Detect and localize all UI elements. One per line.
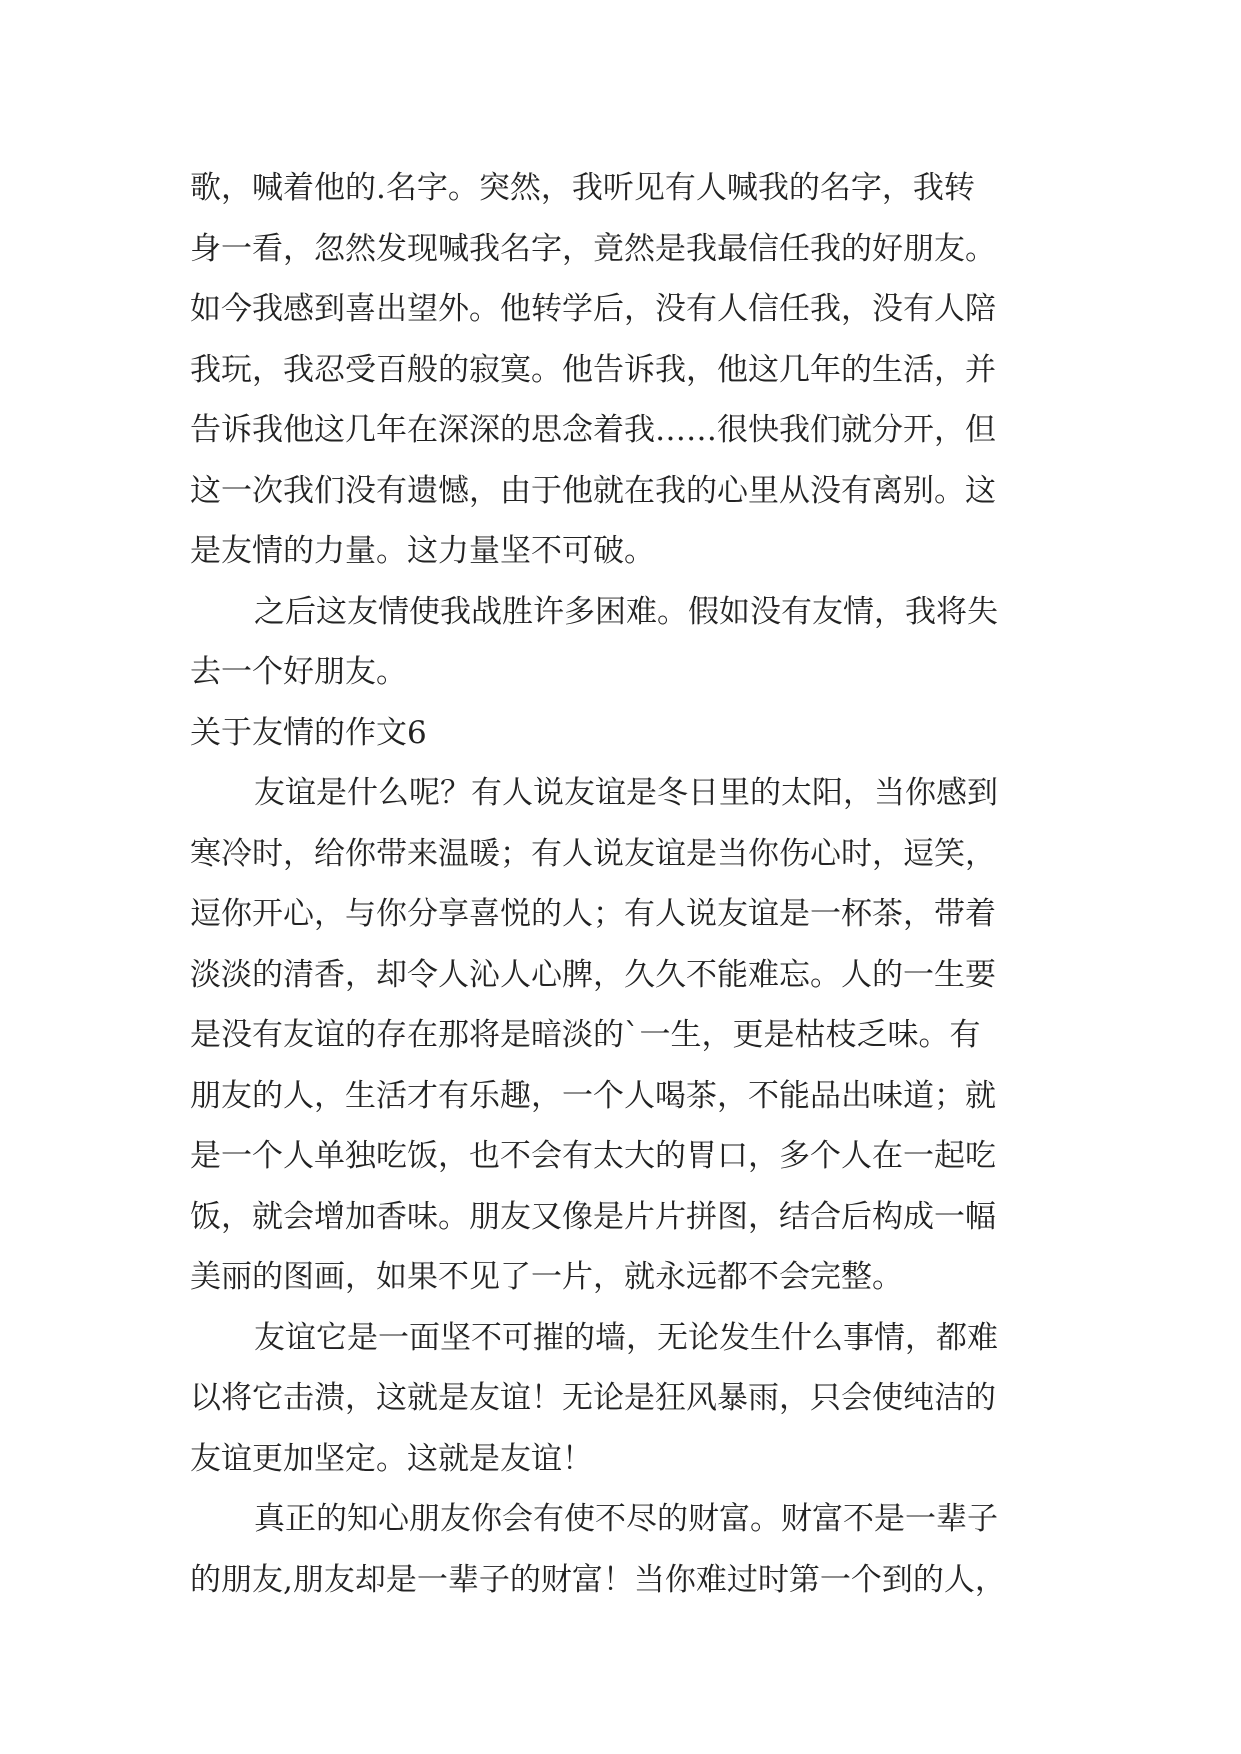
text-line: 我玩，我忍受百般的寂寞。他告诉我，他这几年的生活，并 xyxy=(190,351,996,388)
text-line: 是没有友谊的存在那将是暗淡的`一生，更是枯枝乏味。有 xyxy=(190,1017,981,1053)
text-line: 身一看，忽然发现喊我名字，竟然是我最信任我的好朋友。 xyxy=(190,230,996,267)
text-line: 如今我感到喜出望外。他转学后，没有人信任我，没有人陪 xyxy=(190,291,996,327)
text-line: 去一个好朋友。 xyxy=(190,654,407,690)
text-line: 真正的知心朋友你会有使不尽的财富。财富不是一辈子 xyxy=(254,1501,998,1537)
paragraph xyxy=(190,582,1070,703)
text-line: 朋友的人，生活才有乐趣，一个人喝茶，不能品出味道；就 xyxy=(190,1077,996,1114)
text-line: 是友情的力量。这力量坚不可破。 xyxy=(190,533,655,569)
document-body xyxy=(190,158,1070,1610)
paragraph xyxy=(190,763,1070,1308)
text-line: 这一次我们没有遗憾，由于他就在我的心里从没有离别。这 xyxy=(190,472,996,509)
text-line: 的朋友,朋友却是一辈子的财富！当你难过时第一个到的人， xyxy=(190,1561,1006,1598)
text-line: 美丽的图画，如果不见了一片，就永远都不会完整。 xyxy=(190,1259,903,1295)
text-line: 友谊它是一面坚不可摧的墙，无论发生什么事情，都难 xyxy=(254,1319,998,1356)
text-line: 饭，就会增加香味。朋友又像是片片拼图，结合后构成一幅 xyxy=(190,1198,996,1235)
text-line: 寒冷时，给你带来温暖；有人说友谊是当你伤心时，逗笑， xyxy=(190,835,996,872)
text-line: 友谊更加坚定。这就是友谊！ xyxy=(190,1440,593,1477)
text-line: 告诉我他这几年在深深的思念着我……很快我们就分开，但 xyxy=(190,412,996,448)
paragraph xyxy=(190,1489,1070,1610)
section-heading: 关于友情的作文6 xyxy=(190,714,427,751)
paragraph xyxy=(190,158,1070,582)
text-line: 淡淡的清香，却令人沁人心脾，久久不能难忘。人的一生要 xyxy=(190,956,996,993)
text-line: 是一个人单独吃饭，也不会有太大的胃口，多个人在一起吃 xyxy=(190,1138,996,1174)
text-line: 歌，喊着他的.名字。突然，我听见有人喊我的名字，我转 xyxy=(190,170,975,206)
paragraph xyxy=(190,1308,1070,1490)
text-line: 友谊是什么呢？有人说友谊是冬日里的太阳，当你感到 xyxy=(254,775,998,811)
text-line: 以将它击溃，这就是友谊！无论是狂风暴雨，只会使纯洁的 xyxy=(190,1380,996,1416)
text-line: 逗你开心，与你分享喜悦的人；有人说友谊是一杯茶，带着 xyxy=(190,896,996,932)
text-line: 之后这友情使我战胜许多困难。假如没有友情，我将失 xyxy=(254,593,998,630)
